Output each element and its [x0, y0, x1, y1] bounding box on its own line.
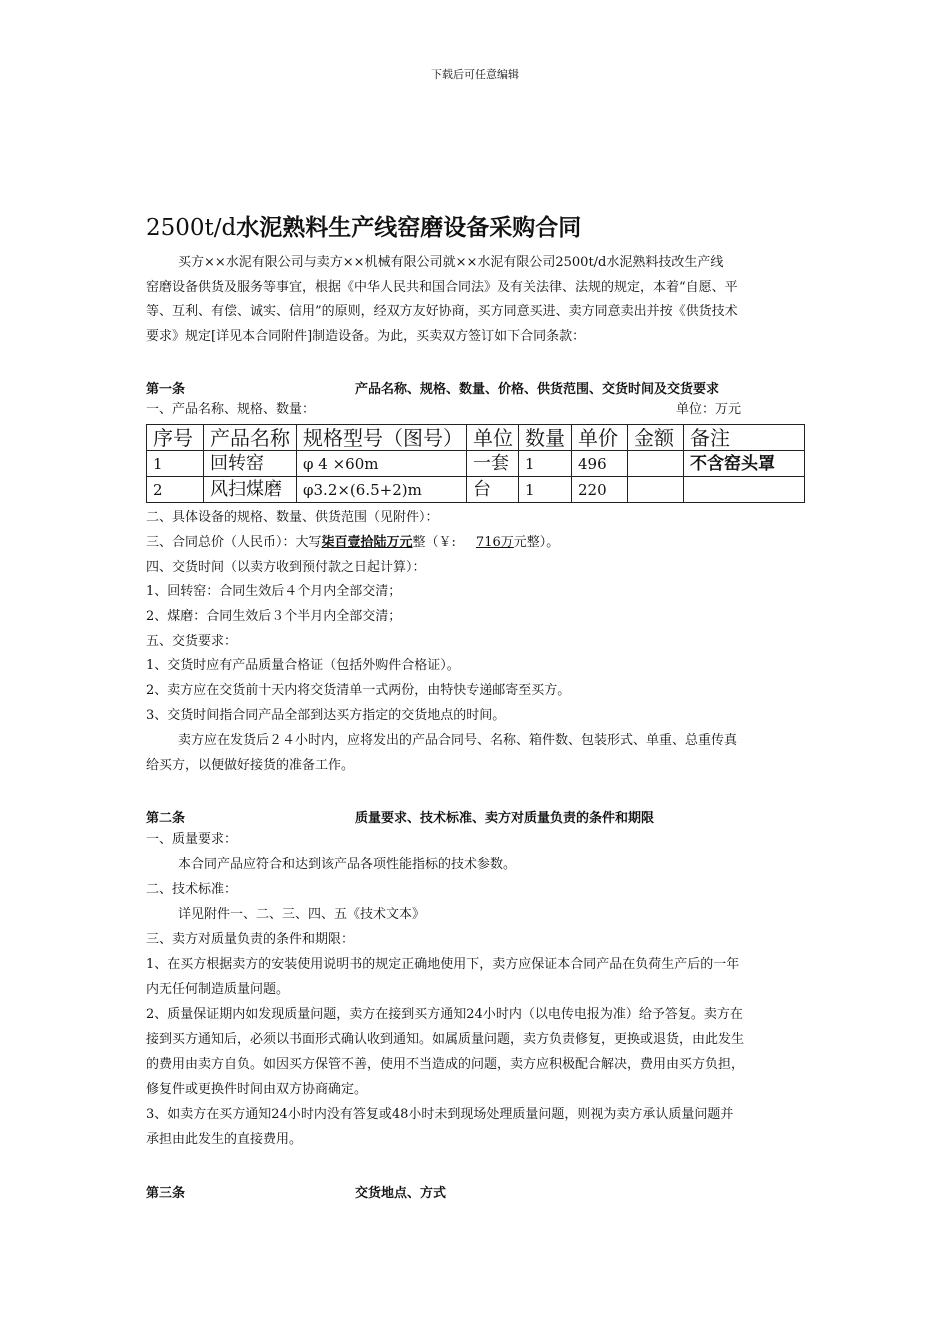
intro-line-2: 窑磨设备供货及服务等事宜，根据《中华人民共和国合同法》及有关法律、法规的规定，本着“自愿、平 — [146, 280, 738, 295]
price-prefix: 三、合同总价（人民币）：大写 — [146, 535, 322, 550]
spec-subheading: 二、具体设备的规格、数量、供货范围（见附件）： — [146, 510, 439, 525]
price-upper: 柒百壹拾陆万元 — [321, 535, 413, 550]
warranty-1b: 内无任何制造质量问题。 — [146, 982, 290, 997]
delivery-mill: 2、煤磨：合同生效后３个半月内全部交清； — [146, 609, 402, 624]
warranty-3b: 承担由此发生的直接费用。 — [146, 1132, 303, 1147]
cell-spec: φ 4 ×60m — [297, 451, 467, 477]
cell-unit: 台 — [467, 477, 519, 503]
cell-amount — [628, 477, 684, 503]
col-header-name: 产品名称 — [204, 425, 297, 451]
price-suffix: 元整）。 — [513, 535, 560, 550]
table-row — [147, 477, 805, 503]
title-main: 水泥熟料生产线窑磨设备采购合同 — [236, 214, 582, 241]
table-header-row — [147, 425, 805, 451]
intro-line-4: 要求》规定[详见本合同附件]制造设备。为此，买卖双方签订如下合同条款： — [146, 329, 586, 344]
standard-text: 详见附件一、二、三、四、五《技术文本》 — [178, 907, 426, 922]
standard-heading: 二、技术标准： — [146, 882, 238, 897]
cell-price: 220 — [572, 477, 628, 503]
warranty-2b: 接到买方通知后，必须以书面形式确认收到通知。如属质量问题，卖方负责修复，更换或退货，由此发生 — [146, 1032, 745, 1047]
quality-text: 本合同产品应符合和达到该产品各项性能指标的技术参数。 — [178, 857, 517, 872]
article-3-label: 第三条 — [146, 1186, 186, 1201]
shipping-note-2: 给买方，以便做好接货的准备工作。 — [146, 758, 355, 773]
cell-unit: 一套 — [467, 451, 519, 477]
col-header-no: 序号 — [147, 425, 204, 451]
col-header-price: 单价 — [572, 425, 628, 451]
warranty-2c: 的费用由卖方自负。如因买方保管不善，使用不当造成的问题，卖方应积极配合解决，费用由买方负担， — [146, 1057, 745, 1072]
contract-title — [146, 209, 581, 242]
col-header-qty: 数量 — [519, 425, 572, 451]
cell-note — [684, 477, 805, 503]
quality-heading: 一、质量要求： — [146, 832, 238, 847]
delivery-time-heading: 四、交货时间（以卖方收到预付款之日起计算）： — [146, 560, 426, 575]
cell-no: 1 — [147, 451, 204, 477]
delivery-req-heading: 五、交货要求： — [146, 634, 238, 649]
shipping-note-1: 卖方应在发货后２４小时内，应将发出的产品合同号、名称、箱件数、包装形式、单重、总重传真 — [178, 733, 738, 748]
title-prefix: 2500t/d — [146, 215, 237, 241]
delivery-kiln: 1、回转窑：合同生效后４个月内全部交清； — [146, 584, 402, 599]
delivery-req-1: 1、交货时应有产品质量合格证（包括外购件合格证）。 — [146, 658, 460, 673]
intro-line-1: 买方××水泥有限公司与卖方××机械有限公司就××水泥有限公司2500t/d水泥熟料技改生产线 — [178, 255, 724, 270]
col-header-amount: 金额 — [628, 425, 684, 451]
col-header-spec: 规格型号（图号） — [297, 425, 467, 451]
cell-note: 不含窑头罩 — [684, 451, 805, 477]
warranty-1a: 1、在买方根据卖方的安装使用说明书的规定正确地使用下，卖方应保证本合同产品在负荷生产后的一年 — [146, 957, 740, 972]
warranty-3a: 3、如卖方在买方通知24小时内没有答复或48小时未到现场处理质量问题，则视为卖方承认质量问题并 — [146, 1107, 734, 1122]
warranty-2d: 修复件或更换件时间由双方协商确定。 — [146, 1082, 368, 1097]
price-mid: 整（￥: — [412, 535, 456, 550]
cell-amount — [628, 451, 684, 477]
product-subheading: 一、产品名称、规格、数量： — [146, 402, 316, 417]
delivery-req-3: 3、交货时间指合同产品全部到达买方指定的交货地点的时间。 — [146, 708, 506, 723]
total-price-line — [146, 535, 559, 551]
article-1-label: 第一条 — [146, 382, 186, 397]
col-header-unit: 单位 — [467, 425, 519, 451]
cell-qty: 1 — [519, 451, 572, 477]
cell-qty: 1 — [519, 477, 572, 503]
product-table — [146, 424, 805, 503]
unit-label: 单位：万元 — [676, 402, 742, 417]
warranty-heading: 三、卖方对质量负责的条件和期限： — [146, 932, 355, 947]
cell-price: 496 — [572, 451, 628, 477]
cell-name: 回转窑 — [204, 451, 297, 477]
cell-no: 2 — [147, 477, 204, 503]
intro-line-3: 等、互利、有偿、诚实、信用”的原则，经双方友好协商，买方同意买进、卖方同意卖出并按《供货技术 — [146, 304, 738, 319]
cell-name: 风扫煤磨 — [204, 477, 297, 503]
price-number: 716万 — [475, 535, 514, 550]
article-1-title: 产品名称、规格、数量、价格、供货范围、交货时间及交货要求 — [355, 382, 720, 397]
col-header-note: 备注 — [684, 425, 805, 451]
delivery-req-2: 2、卖方应在交货前十天内将交货清单一式两份，由特快专递邮寄至买方。 — [146, 683, 571, 698]
page-header: 下载后可任意编辑 — [431, 68, 519, 81]
article-2-title: 质量要求、技术标准、卖方对质量负责的条件和期限 — [355, 811, 655, 826]
cell-spec: φ3.2×(6.5+2)m — [297, 477, 467, 503]
table-row — [147, 451, 805, 477]
warranty-2a: 2、质量保证期内如发现质量问题，卖方在接到买方通知24小时内（以电传电报为准）给予答复。卖方在 — [146, 1007, 743, 1022]
article-2-label: 第二条 — [146, 811, 186, 826]
article-3-title: 交货地点、方式 — [355, 1186, 447, 1201]
